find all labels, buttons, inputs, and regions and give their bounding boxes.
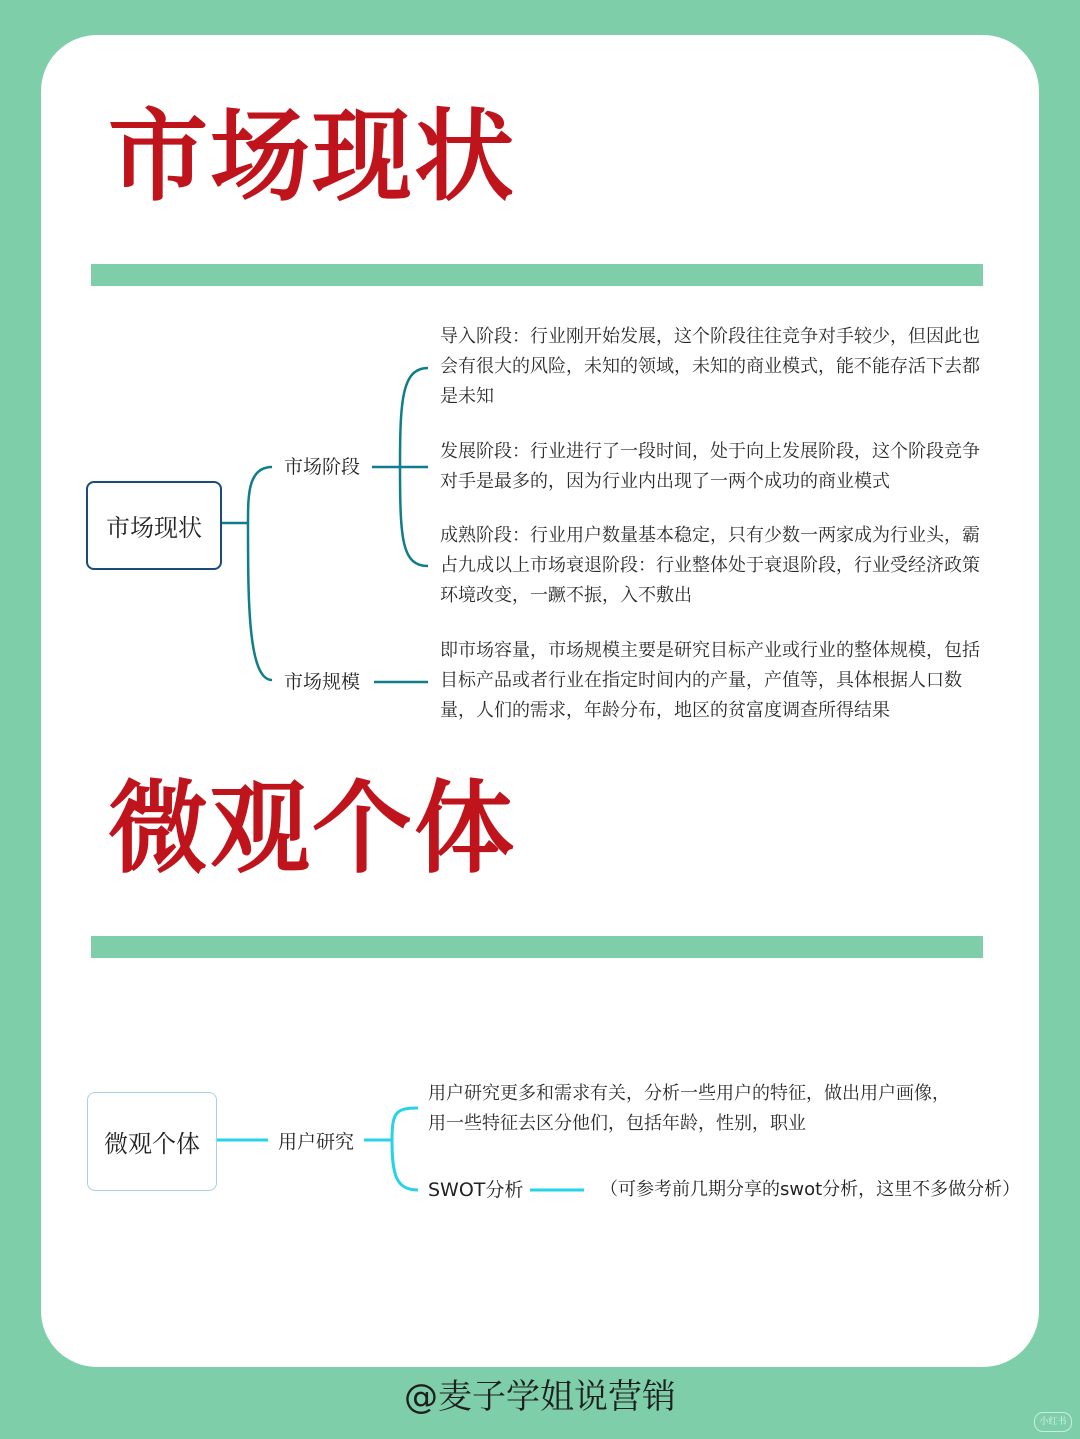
section-title-micro: 微观个体 [108, 770, 516, 887]
leaf-swot: SWOT分析 [428, 1179, 524, 1201]
branch-label-user-research: 用户研究 [278, 1131, 355, 1153]
leaf-intro-stage: 导入阶段：行业刚开始发展，这个阶段往往竞争对手较少，但因此也会有很大的风险，未知的领域，未知的商业模式，能不能存活下去都是未知 [440, 326, 980, 407]
section-divider [91, 264, 983, 286]
author-handle: @麦子学姐说营销 [404, 1377, 676, 1417]
swot-note: （可参考前几期分享的swot分析，这里不多做分析） [600, 1179, 1021, 1200]
branch-label-market-size: 市场规模 [284, 671, 361, 693]
leaf-mature-decline-stage: 成熟阶段：行业用户数量基本稳定，只有少数一两家成为行业头，霸占九成以上市场衰退阶段：行业整体处于衰退阶段，行业受经济政策环境改变，一蹶不振，入不敷出 [440, 525, 980, 606]
leaf-growth-stage: 发展阶段：行业进行了一段时间，处于向上发展阶段，这个阶段竞争对手是最多的，因为行业内出现了一两个成功的商业模式 [440, 441, 980, 492]
branch-label-market-stage: 市场阶段 [284, 456, 361, 478]
section-divider [91, 936, 983, 958]
leaf-user-research-desc: 用户研究更多和需求有关，分析一些用户的特征，做出用户画像，用一些特征去区分他们，包括年龄，性别，职业 [428, 1083, 950, 1134]
leaf-market-size-desc: 即市场容量，市场规模主要是研究目标产业或行业的整体规模，包括目标产品或者行业在指定时间内的产量，产值等，具体根据人口数量，人们的需求，年龄分布，地区的贫富度调查所得结果 [440, 640, 980, 721]
mindmap-root-market: 市场现状 [86, 481, 222, 570]
mindmap-root-micro: 微观个体 [87, 1092, 217, 1191]
watermark-badge: 小红书 [1034, 1412, 1072, 1432]
section-title-market: 市场现状 [108, 98, 516, 215]
